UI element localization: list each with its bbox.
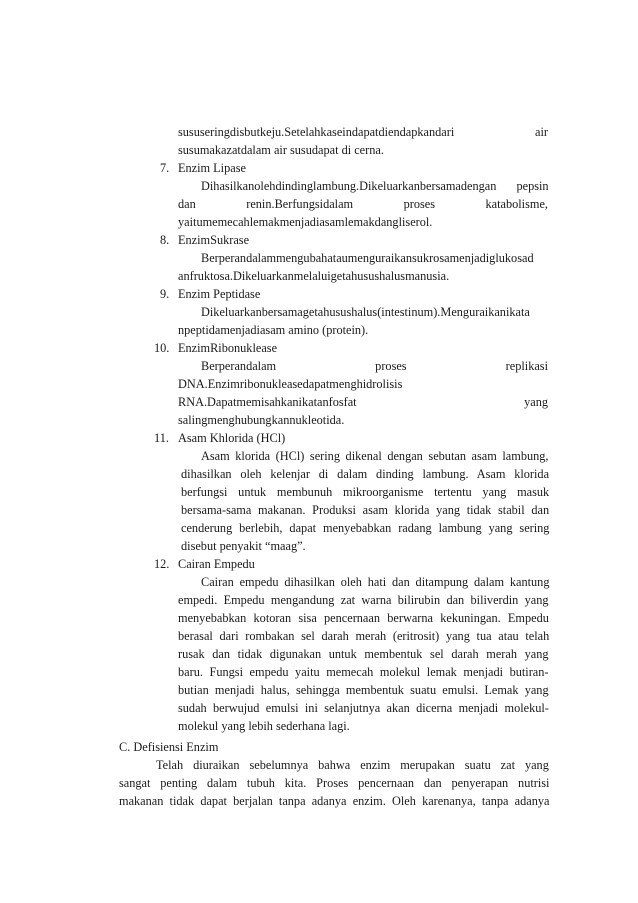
text-segment: renin.Berfungsidalam <box>246 197 354 211</box>
item-text-line: Asam klorida (HCl) sering dikenal dengan sebutan asam lambung, <box>201 449 549 463</box>
item-title: EnzimSukrase <box>178 233 250 247</box>
item-text-line: Berperandalammengubahataumenguraikansukrosamenjadiglukosad <box>201 251 534 265</box>
item-number: 7. <box>160 161 170 175</box>
text-segment: Berperandalam <box>201 359 277 373</box>
item-text-line <box>201 359 548 374</box>
item-text-line: Cairan empedu dihasilkan oleh hati dan ditampung dalam kantung <box>201 575 550 589</box>
item-number: 9. <box>160 287 170 301</box>
item-text-line: dihasilkan oleh kelenjar di dalam dinding lambung. Asam klorida <box>181 467 550 481</box>
item-number: 11. <box>154 431 169 445</box>
item-text-line: bersama-sama makanan. Produksi asam klorida yang tidak stabil dan <box>181 503 550 517</box>
text-segment: katabolisme, <box>485 197 548 211</box>
text-segment: proses <box>403 197 436 211</box>
item-text-line: sudah berwujud emulsi ini selanjutnya akan dicerna menjadi molekul- <box>178 701 549 715</box>
item-text-line: berasal dari rombakan sel darah merah (eritrosit) yang tua atau telah <box>178 629 550 643</box>
item-text-line: npeptidamenjadiasam amino (protein). <box>178 323 369 337</box>
item-text-line: Dihasilkanolehdindinglambung.Dikeluarkanbersamadengan pepsin <box>201 179 549 193</box>
item-text-line: Dikeluarkanbersamagetahusushalus(intestinum).Menguraikanikata <box>201 305 530 319</box>
paragraph-line: makanan tidak dapat berjalan tanpa adanya enzim. Oleh karenanya, tanpa adanya <box>119 794 550 808</box>
item-number: 10. <box>154 341 170 355</box>
item-text-line: empedi. Empedu mengandung zat warna bilirubin dan biliverdin yang <box>178 593 549 607</box>
item-text-line: disebut penyakit “maag”. <box>181 539 306 553</box>
text-segment: air <box>535 125 548 139</box>
item-text-line: menyebabkan kotoran sisa pencernaan berwarna kekuningan. Empedu <box>178 611 549 625</box>
paragraph-line: sangat penting dalam tubuh kita. Proses pencernaan dan penyerapan nutrisi <box>119 776 550 790</box>
item-text-line: baru. Fungsi empedu yaitu memecah molekul lemak menjadi butiran- <box>178 665 549 679</box>
item-title: Asam Khlorida (HCl) <box>178 431 286 445</box>
section-heading: C. Defisiensi Enzim <box>119 740 219 754</box>
text-segment: RNA.Dapatmemisahkanikatanfosfat <box>178 395 357 409</box>
item-text-line: salingmenghubungkannukleotida. <box>178 413 345 427</box>
text-segment: proses <box>375 359 407 373</box>
item-text-line: anfruktosa.Dikeluarkanmelaluigetahusushalusmanusia. <box>178 269 450 283</box>
item-title: EnzimRibonuklease <box>178 341 278 355</box>
item-title: Cairan Empedu <box>178 557 255 571</box>
item-text-line: cenderung berlebih, dapat menyebabkan radang lambung yang sering <box>181 521 550 535</box>
text-segment: dan <box>178 197 196 211</box>
item-number: 12. <box>154 557 170 571</box>
paragraph-line: Telah diuraikan sebelumnya bahwa enzim merupakan suatu zat yang <box>156 758 549 772</box>
item-text-line: rusak dan tidak digunakan untuk membentuk sel darah merah yang <box>178 647 549 661</box>
item-title: Enzim Peptidase <box>178 287 261 301</box>
text-segment: yang <box>524 395 548 409</box>
continuation-line-1 <box>178 125 548 140</box>
item-text-line <box>178 395 548 410</box>
item-number: 8. <box>160 233 170 247</box>
text-segment: sususeringdisbutkeju.Setelahkaseindapatdiendapkandari <box>178 125 455 139</box>
item-text-line: berfungsi untuk membunuh mikroorganisme tertentu yang masuk <box>181 485 550 499</box>
continuation-line-2: susumakazatdalam air susudapat di cerna. <box>178 143 384 157</box>
text-segment: replikasi <box>505 359 548 373</box>
item-text-line: yaitumemecahlemakmenjadiasamlemakdangliserol. <box>178 215 433 229</box>
item-text-line: butian menjadi halus, sehingga membentuk suatu emulsi. Lemak yang <box>178 683 549 697</box>
item-title: Enzim Lipase <box>178 161 246 175</box>
item-text-line: DNA.Enzimribonukleasedapatmenghidrolisis <box>178 377 403 391</box>
item-text-line: molekul yang lebih sederhana lagi. <box>178 719 350 733</box>
item-text-line <box>178 197 548 212</box>
